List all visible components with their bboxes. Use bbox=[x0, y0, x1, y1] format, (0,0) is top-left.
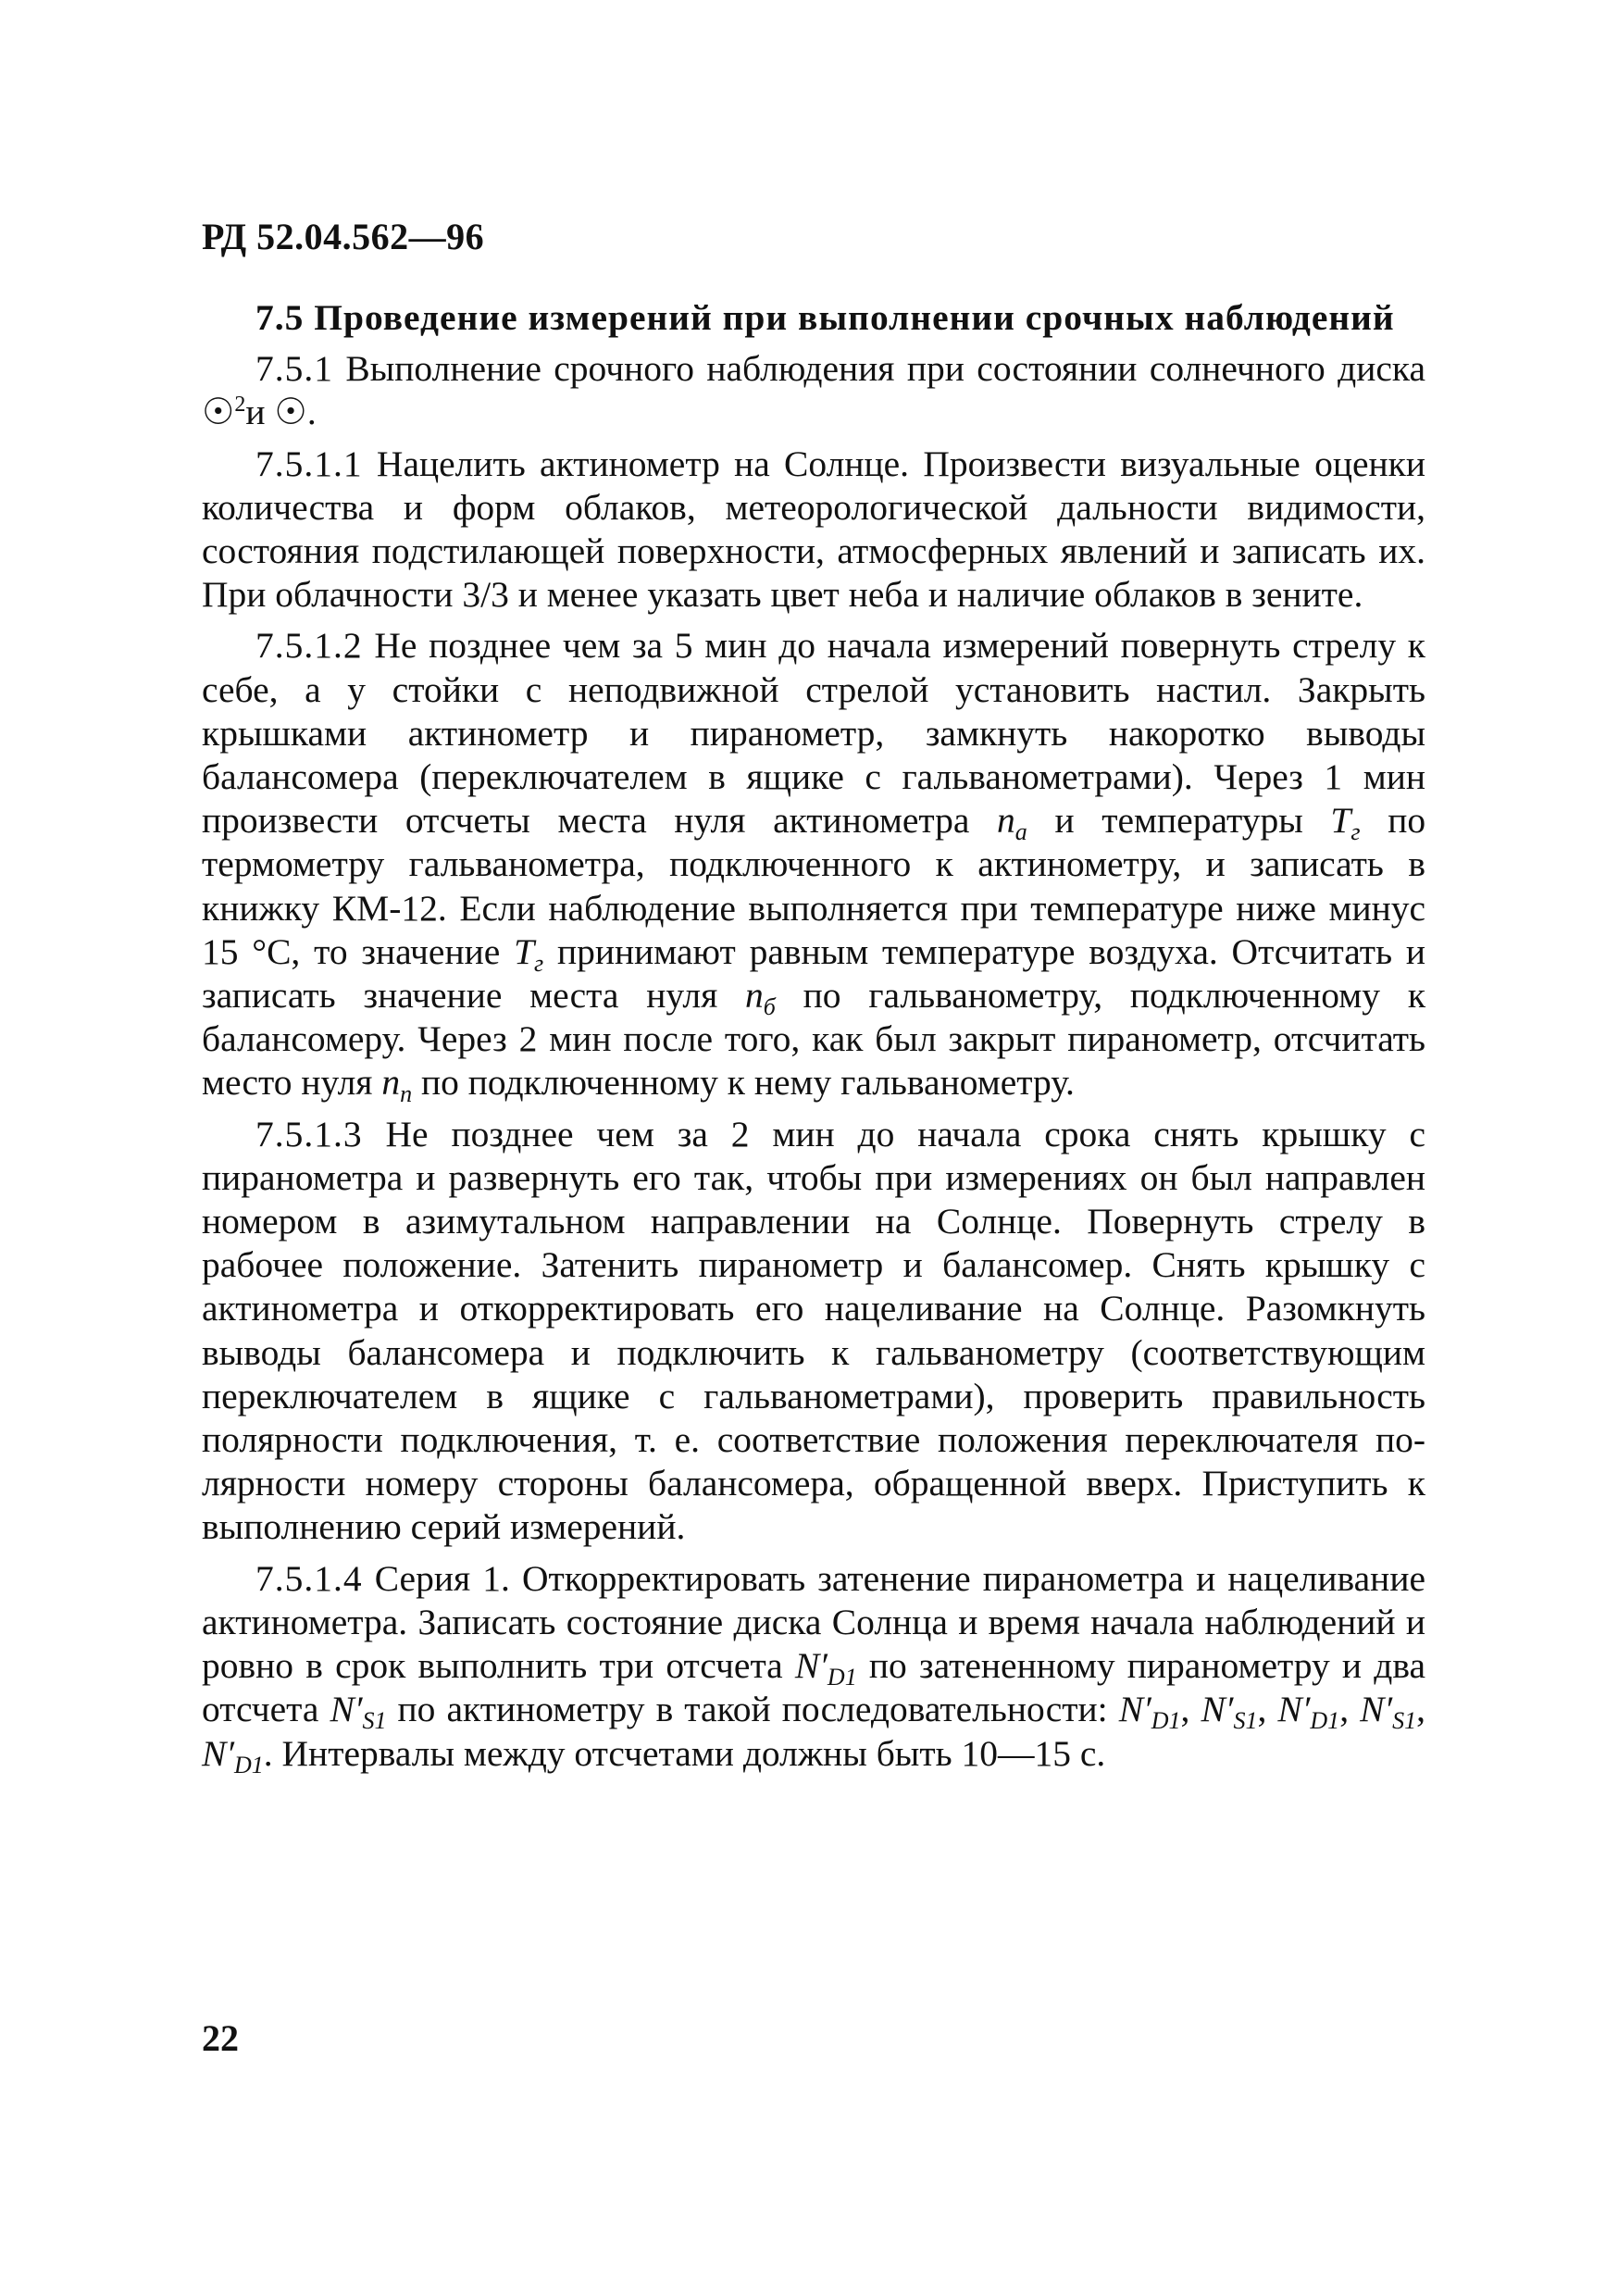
superscript: 2 bbox=[234, 393, 246, 418]
variable-subscript: п bbox=[400, 1080, 413, 1108]
variable-subscript: S1 bbox=[1392, 1707, 1417, 1735]
paragraph-7-5-1-3 bbox=[202, 1113, 1425, 1550]
variable-symbol: N′ bbox=[1277, 1689, 1311, 1730]
variable-symbol: T bbox=[1330, 800, 1351, 842]
variable-n-d1 bbox=[1277, 1689, 1340, 1735]
paragraph-7-5-1-2 bbox=[202, 624, 1426, 1108]
paragraph-text: Не позднее чем за 5 мин до начала измерений повернуть стрелу к себе, а у стойки с неподвижной стрелой установить настил. Закрыть крышками актинометр и пиранометр, замкнуть накоротко выводы балансомера (переключателем в ящике с гальванометрами). Через 1 мин произвести отсчеты места нуля актинометра bbox=[202, 625, 1425, 842]
variable-subscript: D1 bbox=[1151, 1707, 1181, 1735]
variable-n-d1 bbox=[202, 1732, 264, 1778]
paragraph-text: по термометру гальванометра, подключенного к актинометру, и записать в книжку КМ-12. Если наблюдение выполняется при температуре ниже минус 15 °С, то значение bbox=[202, 800, 1426, 972]
variable-t-g bbox=[1330, 800, 1361, 846]
paragraph-number: 7.5.1.2 bbox=[255, 625, 363, 667]
variable-symbol: n bbox=[381, 1062, 401, 1104]
paragraph-text: Серия 1. Откорректировать затенение пиранометра и нацеливание актинометра. Записать состояние диска Солнца и время начала наблюдений и ровно в срок выполнить три отсчета bbox=[202, 1557, 1425, 1687]
variable-n-p bbox=[381, 1062, 413, 1108]
paragraph-number: 7.5.1.1 bbox=[255, 443, 363, 484]
paragraph-text: по затененному пиранометру и два отсчета bbox=[202, 1645, 1426, 1730]
variable-n-s1 bbox=[1360, 1689, 1417, 1735]
paragraph-7-5-1 bbox=[202, 347, 1425, 434]
variable-subscript: D1 bbox=[827, 1664, 857, 1691]
variable-subscript: S1 bbox=[1233, 1707, 1258, 1735]
document-body bbox=[202, 296, 1425, 1783]
variable-n-s1 bbox=[1201, 1689, 1258, 1735]
paragraph-number: 7.5.1 bbox=[255, 348, 333, 390]
paragraph-number: 7.5.1.3 bbox=[255, 1113, 363, 1154]
variable-subscript: D1 bbox=[1310, 1707, 1340, 1735]
variable-subscript: а bbox=[1014, 818, 1027, 846]
paragraph-text: Интервалы между отсчетами должны быть 10—15 с. bbox=[281, 1732, 1106, 1774]
variable-symbol: n bbox=[745, 975, 764, 1017]
section-heading bbox=[202, 296, 1425, 340]
document-code: РД 52.04.562—96 bbox=[202, 216, 485, 257]
paragraph-text: Выполнение срочного наблюдения при состоянии солнечного диска ☉ bbox=[202, 348, 1425, 433]
variable-symbol: N′ bbox=[202, 1732, 234, 1774]
variable-n-d1 bbox=[1118, 1689, 1181, 1735]
variable-symbol: N′ bbox=[1201, 1689, 1234, 1730]
separator: , bbox=[1339, 1689, 1350, 1730]
variable-n-d1 bbox=[794, 1645, 857, 1691]
section-number: 7.5 bbox=[255, 297, 305, 338]
separator: , bbox=[1257, 1689, 1267, 1730]
variable-symbol: T bbox=[514, 930, 535, 972]
variable-symbol: N′ bbox=[330, 1689, 363, 1730]
separator: . bbox=[263, 1732, 273, 1774]
page-number: 22 bbox=[202, 2017, 239, 2059]
variable-subscript: г bbox=[534, 949, 544, 977]
variable-symbol: N′ bbox=[1360, 1689, 1393, 1730]
variable-n-a bbox=[997, 800, 1027, 846]
paragraph-text: Нацелить актинометр на Солнце. Произвести визуальные оценки количества и форм облаков, метеорологической дальности видимости, состояния подстилающей поверхности, атмосферных явлений и записать их. При облачности 3/3 и менее указать цвет неба и наличие облаков в зените. bbox=[202, 443, 1426, 616]
section-title: Проведение измерений при выполнении срочных наблюдений bbox=[314, 297, 1395, 338]
variable-symbol: N′ bbox=[1118, 1689, 1151, 1730]
paragraph-text: и температуры bbox=[1054, 800, 1303, 842]
paragraph-text: принимают равным температуре воздуха. Отсчитать и записать значение места нуля bbox=[202, 930, 1426, 1017]
variable-n-s1 bbox=[330, 1689, 387, 1735]
paragraph-text: по актинометру в такой последовательности: bbox=[397, 1689, 1108, 1730]
paragraph-number: 7.5.1.4 bbox=[255, 1557, 363, 1599]
paragraph-text: и ☉. bbox=[245, 392, 317, 433]
variable-n-b bbox=[745, 975, 776, 1021]
paragraph-text: Не позднее чем за 2 мин до начала срока снять крышку с пиранометра и развернуть его так, чтобы при измерениях он был направлен номером в азимутальном направлении на Солнце. Повернуть стрелу в рабочее положение. Затенить пиранометр и балансомер. Снять крышку с актинометра и откорректировать его нацеливание на Солнце. Разомкнуть выводы балансомера и подключить к гальванометру (соответствующим переключателем в ящике с гальванометрами), проверить правильность полярности подключения, т. е. соответствие положения переключателя полярности номеру стороны балансомера, обращенной вверх. Приступить к выполнению серий измерений. bbox=[202, 1113, 1425, 1548]
variable-symbol: N′ bbox=[794, 1645, 828, 1687]
variable-subscript: S1 bbox=[362, 1707, 387, 1735]
paragraph-text: по подключенному к нему гальванометру. bbox=[420, 1062, 1075, 1104]
separator: , bbox=[1416, 1689, 1426, 1730]
paragraph-text: по гальванометру, подключенному к балансомеру. Через 2 мин после того, как был закрыт пиранометр, отсчитать место нуля bbox=[202, 975, 1426, 1104]
variable-symbol: n bbox=[997, 800, 1015, 842]
variable-subscript: б bbox=[763, 993, 776, 1021]
variable-subscript: D1 bbox=[234, 1751, 264, 1778]
paragraph-7-5-1-1 bbox=[202, 443, 1425, 618]
paragraph-7-5-1-4 bbox=[202, 1557, 1425, 1776]
separator: , bbox=[1180, 1689, 1190, 1730]
variable-subscript: г bbox=[1350, 818, 1361, 846]
variable-t-g bbox=[514, 930, 544, 977]
